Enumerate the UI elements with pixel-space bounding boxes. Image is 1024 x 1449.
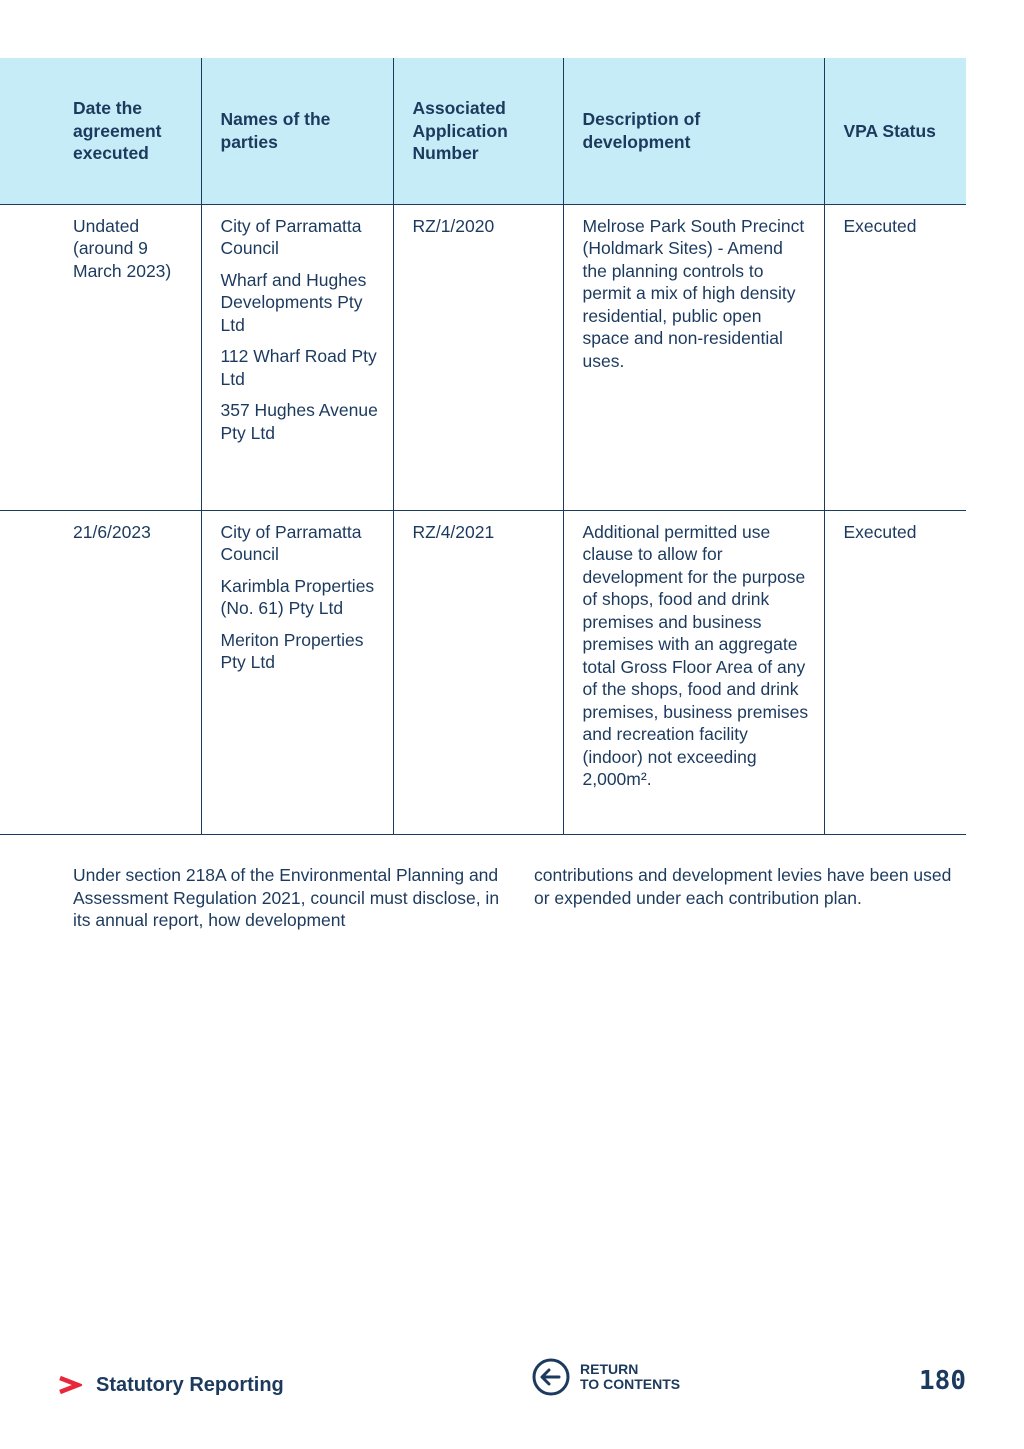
body-paragraph-left: Under section 218A of the Environmental Planning and Assessment Regulation 2021, council must disclose, in its annual report, how development	[73, 865, 500, 930]
header-parties: Names of the parties	[201, 58, 393, 204]
return-text	[580, 1362, 680, 1392]
table-row	[0, 204, 966, 510]
party-name: City of Parramatta Council	[220, 215, 362, 258]
party-name: City of Parramatta Council	[220, 521, 362, 564]
table-row	[0, 510, 966, 834]
cell-status: Executed	[824, 204, 966, 510]
header-application-number: Associated Application Number	[393, 58, 563, 204]
cell-parties	[201, 510, 393, 834]
party-name: Meriton Properties Pty Ltd	[220, 629, 364, 672]
return-line-1: RETURN	[580, 1361, 639, 1377]
cell-application-number: RZ/1/2020	[393, 204, 563, 510]
header-status: VPA Status	[824, 58, 966, 204]
cell-status: Executed	[824, 510, 966, 834]
return-to-contents-link[interactable]	[532, 1358, 680, 1396]
party-name: 357 Hughes Avenue Pty Ltd	[220, 400, 378, 443]
vpa-table	[0, 58, 966, 835]
cell-date: Undated (around 9 March 2023)	[0, 204, 201, 510]
party-name: Karimbla Properties (No. 61) Pty Ltd	[220, 575, 375, 618]
section-title: Statutory Reporting	[96, 1373, 284, 1396]
arrow-left-circle-icon	[532, 1358, 570, 1396]
header-description: Description of development	[563, 58, 824, 204]
party-name: Wharf and Hughes Developments Pty Ltd	[220, 269, 367, 335]
table-header-row	[0, 58, 966, 204]
cell-description: Additional permitted use clause to allow for development for the purpose of shops, food and drink premises and business premises with an aggregate total Gross Floor Area of any of the shops, food and drink premises, business premises and recreation facility (indoor) not exceeding 2,000m².	[563, 510, 824, 834]
body-paragraph-right: contributions and development levies have been used or expended under each contribution plan.	[534, 865, 952, 908]
header-date: Date the agreement executed	[0, 58, 201, 204]
chevron-right-icon	[58, 1375, 82, 1395]
cell-parties	[201, 204, 393, 510]
page-number: 180	[919, 1366, 966, 1396]
footer-section-label	[58, 1370, 284, 1400]
cell-description: Melrose Park South Precinct (Holdmark Sites) - Amend the planning controls to permit a mix of high density residential, public open space and non-residential uses.	[563, 204, 824, 510]
cell-application-number: RZ/4/2021	[393, 510, 563, 834]
cell-date: 21/6/2023	[0, 510, 201, 834]
return-line-2: TO CONTENTS	[580, 1376, 681, 1392]
party-name: 112 Wharf Road Pty Ltd	[220, 346, 377, 389]
